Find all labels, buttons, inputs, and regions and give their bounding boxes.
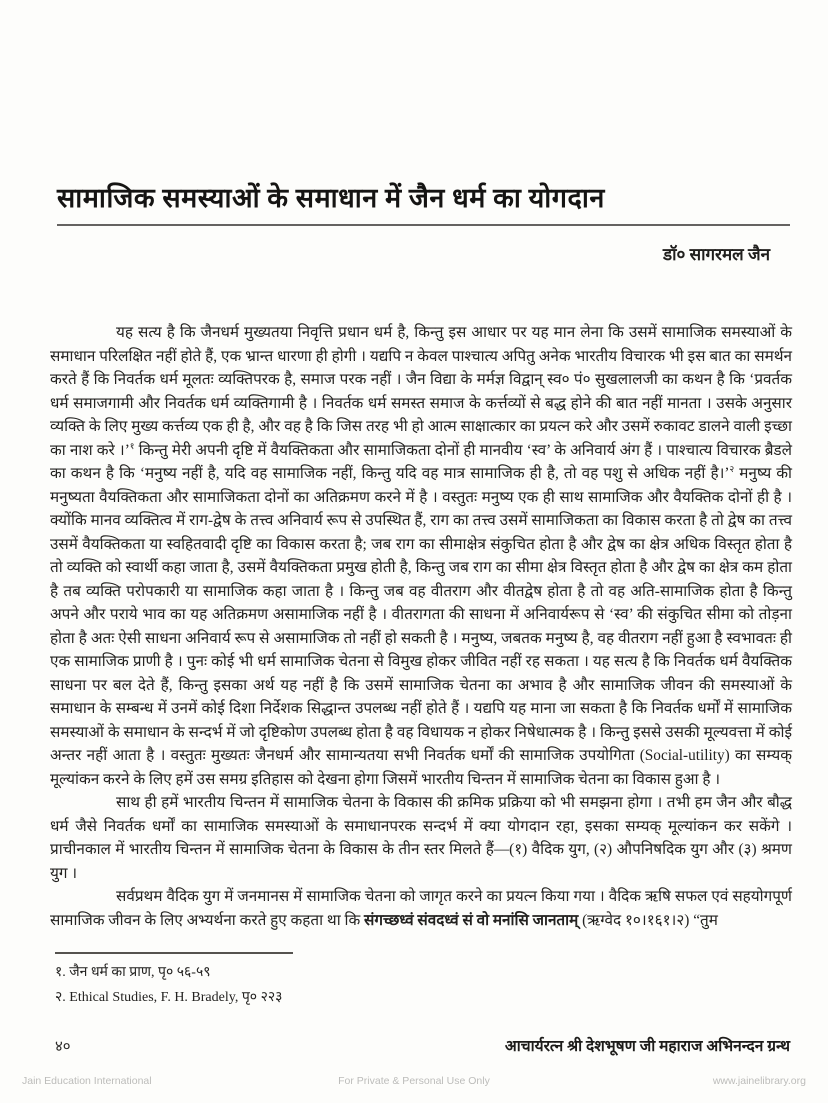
footnote-reference: २: [729, 463, 735, 474]
title-block: [57, 178, 790, 265]
scan-footer-left: Jain Education International: [22, 1075, 152, 1087]
body-paragraph: साथ ही हमें भारतीय चिन्तन में सामाजिक चेतना के विकास की क्रमिक प्रक्रिया को भी समझना होगा । तभी हम जैन और बौद्ध धर्म जैसे निवर्तक धर्मों का सामाजिक समस्याओं के समाधानपरक सन्दर्भ में क्या योगदान रहा, इसका सम्यक् मूल्यांकन कर सकेंगे । प्राचीनकाल में भारतीय चिन्तन में सामाजिक चेतना के विकास के तीन स्तर मिलते हैं—(१) वैदिक युग, (२) औपनिषदिक युग और (३) श्रमण युग ।: [50, 794, 792, 882]
body-paragraph: सर्वप्रथम वैदिक युग में जनमानस में सामाजिक चेतना को जागृत करने का प्रयत्न किया गया । वैदिक ऋषि सफल एवं सहयोगपूर्ण सामाजिक जीवन के लिए अभ्यर्थना करते हुए कहता था कि संगच्छध्वं संवदध्वं सं वो मनांसि जानताम् (ऋग्वेद १०।१६१।२) “तुम: [50, 888, 792, 929]
page-number: ४०: [55, 1039, 71, 1055]
sanskrit-quote: संगच्छध्वं संवदध्वं सं वो मनांसि जानताम्: [364, 911, 579, 929]
page-footer: [55, 1034, 790, 1056]
footnotes: [55, 960, 828, 1010]
footnote-divider: [55, 952, 293, 954]
book-title: आचार्यरत्न श्री देशभूषण जी महाराज अभिनन्दन ग्रन्थ: [504, 1038, 790, 1055]
footnote-item: १. जैन धर्म का प्राण, पृ० ५६-५९: [55, 965, 211, 980]
author-byline: डॉ० सागरमल जैन: [663, 245, 770, 264]
title-underline: [57, 224, 790, 226]
page-title: सामाजिक समस्याओं के समाधान में जैन धर्म का योगदान: [57, 183, 605, 213]
article-body: [50, 321, 792, 932]
scan-footer-center: For Private & Personal Use Only: [338, 1075, 490, 1087]
body-paragraph: यह सत्य है कि जैनधर्म मुख्यतया निवृत्ति प्रधान धर्म है, किन्तु इस आधार पर यह मान लेना कि उसमें सामाजिक समस्याओं के समाधान परिलक्षित नहीं होते हैं, एक भ्रान्त धारणा ही होगी । यद्यपि न केवल पाश्चात्य अपितु अनेक भारतीय विचारक भी इस बात का समर्थन करते हैं कि निवर्तक धर्म मूलतः व्यक्तिपरक है, समाज परक नहीं । जैन विद्या के मर्मज्ञ विद्वान् स्व० पं० सुखलालजी का कथन है कि ‘प्रवर्तक धर्म समाजगामी और निवर्तक धर्म व्यक्तिगामी है । निवर्तक धर्म समस्त समाज के कर्त्तव्यों से बद्ध होने की बात नहीं मानता । उसके अनुसार व्यक्ति के लिए मुख्य कर्त्तव्य एक ही है, और वह है कि जिस तरह भी हो आत्म साक्षात्कार का प्रयत्न करे और उसमें रुकावट डालने वाली इच्छा का नाश करे ।’$^१$ किन्तु मेरी अपनी दृष्टि में वैयक्तिकता और सामाजिकता दोनों ही मानवीय ‘स्व’ के अनिवार्य अंग हैं । पाश्चात्य विचारक ब्रैडले का कथन है कि ‘मनुष्य नहीं है, यदि वह सामाजिक नहीं, किन्तु यदि वह मात्र सामाजिक ही है, तो वह पशु से अधिक नहीं है।’$^२$ मनुष्य की मनुष्यता वैयक्तिकता और सामाजिकता दोनों का अतिक्रमण करने में है । वस्तुतः मनुष्य एक ही साथ सामाजिक और वैयक्तिक दोनों ही है । क्योंकि मानव व्यक्तित्व में राग-द्वेष के तत्त्व अनिवार्य रूप से उपस्थित हैं, राग का तत्त्व उसमें सामाजिकता का विकास करता है तो द्वेष का तत्त्व उसमें वैयक्तिकता या स्वहितवादी दृष्टि का विकास करता है; जब राग का सीमाक्षेत्र संकुचित होता है और द्वेष का क्षेत्र अधिक विस्तृत होता है तो व्यक्ति को स्वार्थी कहा जाता है, उसमें वैयक्तिकता प्रमुख होती है, किन्तु जब राग का सीमा क्षेत्र विस्तृत होता है और द्वेष का क्षेत्र कम होता है तब व्यक्ति परोपकारी या सामाजिक कहा जाता है । किन्तु जब वह वीतराग और वीतद्वेष होता है तो वह अति-सामाजिक होता है किन्तु अपने और पराये भाव का यह अतिक्रमण असामाजिक नहीं है । वीतरागता की साधना में अनिवार्यरूप से ‘स्व’ की संकुचित सीमा को तोड़ना होता है अतः ऐसी साधना अनिवार्य रूप से असामाजिक तो नहीं हो सकती है । मनुष्य, जबतक मनुष्य है, वह वीतराग नहीं हुआ है स्वभावतः ही एक सामाजिक प्राणी है । पुनः कोई भी धर्म सामाजिक चेतना से विमुख होकर जीवित नहीं रह सकता । यह सत्य है कि निवर्तक धर्म वैयक्तिक साधना पर बल देते हैं, किन्तु इसका अर्थ यह नहीं है कि उसमें सामाजिक चेतना का अभाव है और सामाजिक जीवन की समस्याओं के समाधान के सम्बन्ध में उनमें कोई दिशा निर्देशक सिद्धान्त उपलब्ध नहीं होते हैं । यद्यपि यह माना जा सकता है कि निवर्तक धर्मों में सामाजिक समस्याओं के समाधान के सन्दर्भ में जो दृष्टिकोण उपलब्ध होता है वह विधायक न होकर निषेधात्मक है । किन्तु इससे उसकी मूल्यवत्ता में कोई अन्तर नहीं आता है । वस्तुतः मुख्यतः जैनधर्म और सामान्यतया सभी निवर्तक धर्मों की सामाजिक उपयोगिता (Social-utility) का सम्यक् मूल्यांकन करने के लिए हमें उस समग्र इतिहास को देखना होगा जिसमें भारतीय चिन्तन में सामाजिक चेतना का विकास हुआ है ।: [50, 324, 793, 788]
scan-footer: [0, 1075, 828, 1087]
footnote-item: २. Ethical Studies, F. H. Bradely, पृ० २२३: [55, 990, 283, 1005]
scan-footer-right: www.jainelibrary.org: [712, 1075, 806, 1087]
footnote-reference: १: [129, 440, 135, 451]
